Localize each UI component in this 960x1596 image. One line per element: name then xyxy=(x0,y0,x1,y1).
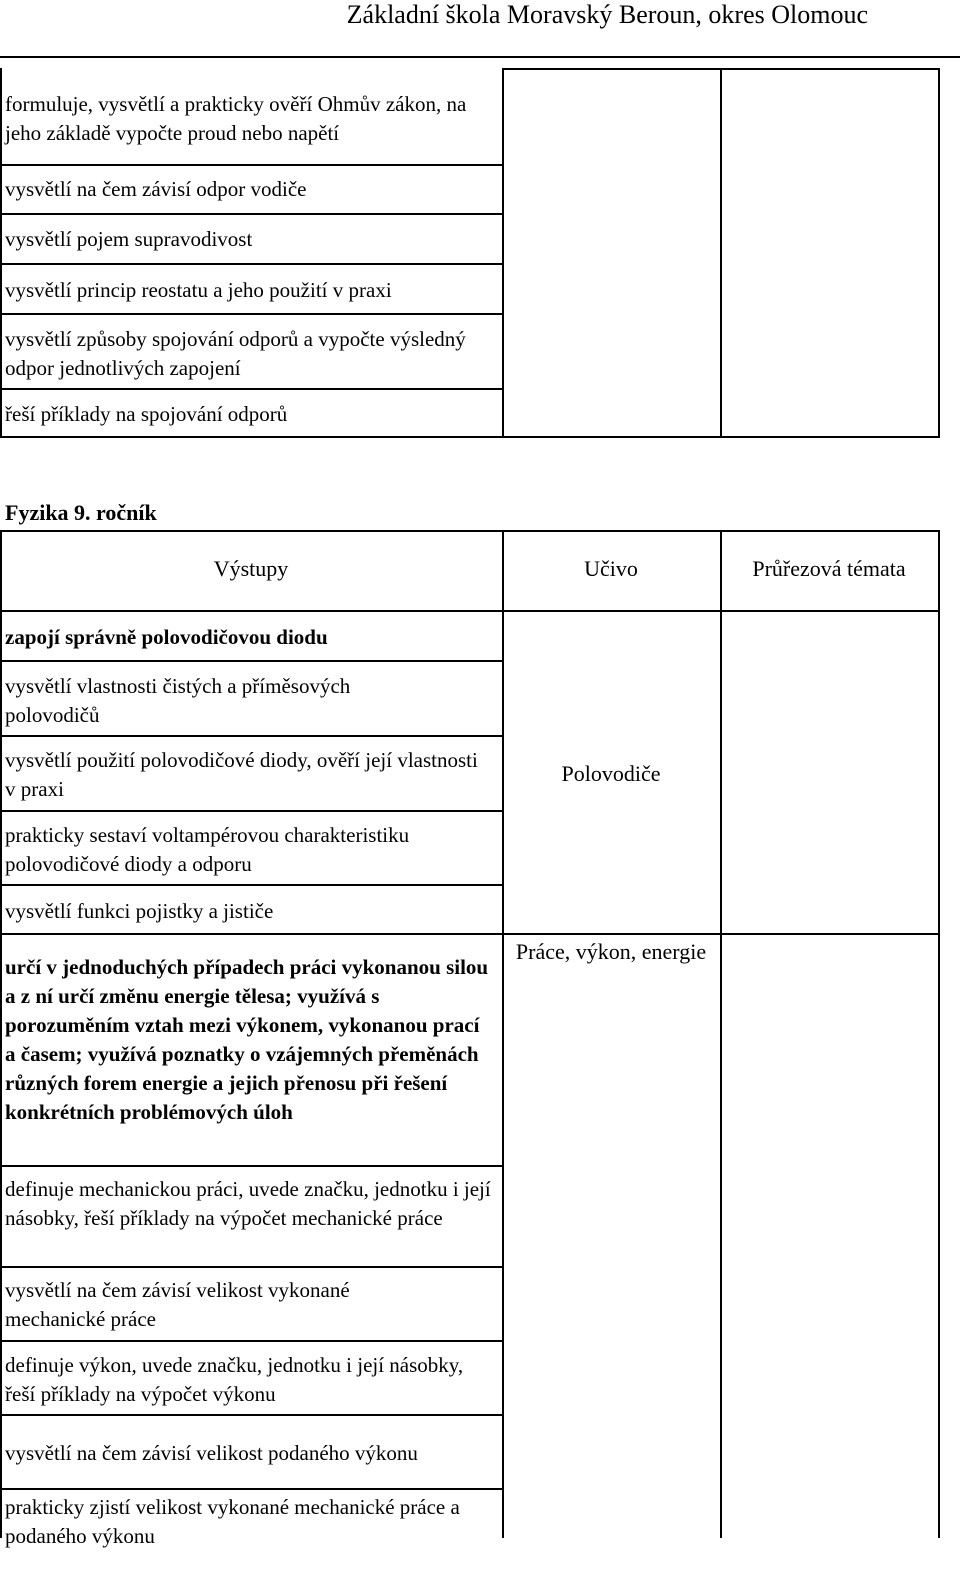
row-divider xyxy=(0,933,940,935)
curriculum-work-power-energy: Práce, výkon, energie xyxy=(515,939,707,964)
table-1-divider xyxy=(720,68,722,438)
table-row: definuje výkon, uvede značku, jednotku i její násobky, řeší příklady na výpočet výkonu xyxy=(5,1353,464,1406)
row-divider xyxy=(0,164,502,166)
table-row: vysvětlí způsoby spojování odporů a vypočte výsledný odpor jednotlivých zapojení xyxy=(5,327,466,380)
curriculum-semiconductors: Polovodiče xyxy=(561,761,661,786)
table-row: vysvětlí pojem supravodivost xyxy=(5,227,253,251)
row-divider xyxy=(0,1414,502,1416)
table-1-border-left xyxy=(0,68,2,438)
table-2-divider xyxy=(502,530,504,1538)
row-divider xyxy=(0,735,502,737)
row-divider xyxy=(0,660,502,662)
row-divider xyxy=(0,884,502,886)
header-curriculum: Učivo xyxy=(584,556,638,581)
table-row: vysvětlí funkci pojistky a jističe xyxy=(5,899,274,923)
row-divider xyxy=(0,1488,502,1490)
row-divider xyxy=(0,388,502,390)
table-row: vysvětlí použití polovodičové diody, ověří její vlastnosti v praxi xyxy=(5,748,478,801)
table-row: vysvětlí na čem závisí velikost vykonané mechanické práce xyxy=(5,1278,350,1331)
row-divider xyxy=(0,1266,502,1268)
row-divider xyxy=(0,213,502,215)
table-1-border-bottom xyxy=(0,436,940,438)
header-outputs: Výstupy xyxy=(213,556,289,581)
table-1-border-top xyxy=(502,68,940,70)
table-row: určí v jednoduchých případech práci vykonanou silou a z ní určí změnu energie tělesa; využívá s porozuměním vztah mezi výkonem, vykonanou prací a časem; využívá poznatky o vzájemných přeměnách různých forem energie a jejich přenosu při řešení konkrétních problémových úloh xyxy=(5,955,489,1124)
table-row: definuje mechanickou práci, uvede značku, jednotku i její násobky, řeší příklady na výpočet mechanické práce xyxy=(5,1177,491,1230)
table-2-border-right xyxy=(938,530,940,1538)
header-divider xyxy=(0,610,940,612)
row-divider xyxy=(0,1340,502,1342)
table-row: vysvětlí na čem závisí velikost podaného výkonu xyxy=(5,1441,418,1465)
table-row: formuluje, vysvětlí a prakticky ověří Ohmův zákon, na jeho základě vypočte proud nebo napětí xyxy=(5,92,467,145)
table-row: vysvětlí princip reostatu a jeho použití v praxi xyxy=(5,278,392,302)
table-row: vysvětlí na čem závisí odpor vodiče xyxy=(5,177,307,201)
table-row: vysvětlí vlastnosti čistých a příměsových polovodičů xyxy=(5,674,351,727)
table-row: zapojí správně polovodičovou diodu xyxy=(5,625,328,649)
row-divider xyxy=(0,263,502,265)
page-header xyxy=(0,0,960,58)
section-title: Fyzika 9. ročník xyxy=(5,500,157,525)
row-divider xyxy=(0,313,502,315)
school-name: Základní škola Moravský Beroun, okres Olomouc xyxy=(346,0,868,29)
table-1-border-right xyxy=(938,68,940,438)
table-2-divider xyxy=(720,530,722,1538)
table-2-border-top xyxy=(0,530,940,532)
row-divider xyxy=(0,810,502,812)
table-2-border-left xyxy=(0,530,2,1538)
table-row: prakticky sestaví voltampérovou charakteristiku polovodičové diody a odporu xyxy=(5,823,410,876)
row-divider xyxy=(0,1165,502,1167)
table-row: řeší příklady na spojování odporů xyxy=(5,402,288,426)
header-themes: Průřezová témata xyxy=(752,556,906,581)
table-row: prakticky zjistí velikost vykonané mechanické práce a podaného výkonu xyxy=(5,1495,460,1548)
table-1-divider xyxy=(502,68,504,438)
